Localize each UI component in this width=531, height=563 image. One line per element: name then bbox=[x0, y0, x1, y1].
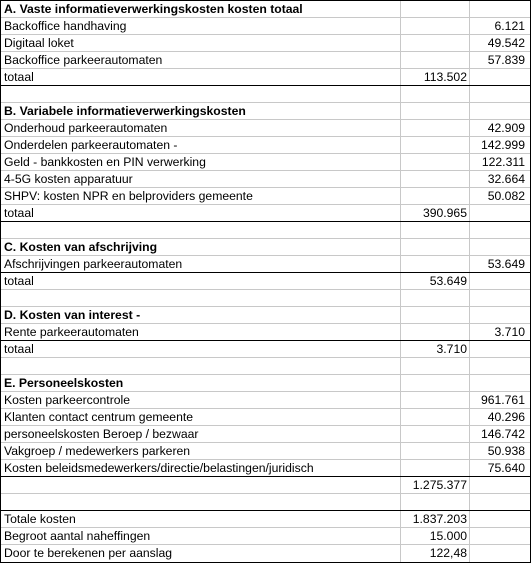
row-value: 122.311 bbox=[481, 155, 525, 169]
table-row[interactable] bbox=[1, 52, 530, 69]
row-value: 42.909 bbox=[487, 121, 525, 135]
row-value: 53.649 bbox=[487, 257, 525, 271]
section-b-header bbox=[1, 103, 530, 120]
total-label: totaal bbox=[4, 274, 34, 288]
summary-row-budgeted-count[interactable] bbox=[1, 528, 530, 545]
row-value: 75.640 bbox=[487, 461, 525, 475]
section-b-total-row[interactable] bbox=[1, 205, 530, 222]
section-total: 113.502 bbox=[423, 70, 467, 84]
section-c-header bbox=[1, 239, 530, 256]
summary-value: 1.837.203 bbox=[412, 512, 467, 526]
table-row[interactable] bbox=[1, 426, 530, 443]
empty-row bbox=[1, 494, 530, 511]
row-label: Kosten beleidsmedewerkers/directie/belastingen/juridisch bbox=[4, 461, 314, 475]
table-row[interactable] bbox=[1, 18, 530, 35]
row-value: 50.938 bbox=[487, 444, 525, 458]
section-e-total-row[interactable] bbox=[1, 477, 530, 494]
summary-label: Begroot aantal naheffingen bbox=[4, 529, 151, 543]
empty-row bbox=[1, 290, 530, 307]
row-value: 50.082 bbox=[487, 189, 525, 203]
row-value: 32.664 bbox=[487, 172, 525, 186]
table-row[interactable] bbox=[1, 443, 530, 460]
table-row[interactable] bbox=[1, 324, 530, 341]
section-title: C. Kosten van afschrijving bbox=[4, 240, 158, 254]
table-row[interactable] bbox=[1, 392, 530, 409]
row-label: Rente parkeerautomaten bbox=[4, 325, 139, 339]
section-total: 390.965 bbox=[422, 206, 467, 220]
table-row[interactable] bbox=[1, 120, 530, 137]
row-value: 142.999 bbox=[480, 138, 525, 152]
summary-label: Totale kosten bbox=[4, 512, 76, 526]
total-label: totaal bbox=[4, 206, 34, 220]
section-a-header bbox=[1, 1, 530, 18]
section-total: 53.649 bbox=[429, 274, 467, 288]
table-row[interactable] bbox=[1, 188, 530, 205]
table-row[interactable] bbox=[1, 256, 530, 273]
row-label: 4-5G kosten apparatuur bbox=[4, 172, 133, 186]
summary-value: 122,48 bbox=[429, 546, 467, 560]
row-value: 961.761 bbox=[480, 393, 525, 407]
summary-value: 15.000 bbox=[429, 529, 467, 543]
summary-row-per-assessment[interactable] bbox=[1, 545, 530, 562]
section-title: A. Vaste informatieverwerkingskosten kosten totaal bbox=[4, 2, 303, 16]
row-value: 3.710 bbox=[494, 325, 525, 339]
row-value: 49.542 bbox=[487, 36, 525, 50]
empty-row bbox=[1, 86, 530, 103]
row-label: Klanten contact centrum gemeente bbox=[4, 410, 194, 424]
section-title: B. Variabele informatieverwerkingskosten bbox=[4, 104, 246, 118]
row-value: 57.839 bbox=[487, 53, 525, 67]
row-label: Digitaal loket bbox=[4, 36, 74, 50]
row-value: 40.296 bbox=[487, 410, 525, 424]
row-label: Onderhoud parkeerautomaten bbox=[4, 121, 168, 135]
row-label: Afschrijvingen parkeerautomaten bbox=[4, 257, 183, 271]
section-total: 3.710 bbox=[436, 342, 467, 356]
row-label: SHPV: kosten NPR en belproviders gemeente bbox=[4, 189, 253, 203]
section-total: 1.275.377 bbox=[412, 478, 467, 492]
section-d-total-row[interactable] bbox=[1, 341, 530, 358]
table-row[interactable] bbox=[1, 137, 530, 154]
section-title: D. Kosten van interest - bbox=[4, 308, 141, 322]
summary-label: Door te berekenen per aanslag bbox=[4, 546, 173, 560]
row-label: Backoffice parkeerautomaten bbox=[4, 53, 163, 67]
section-a-total-row[interactable] bbox=[1, 69, 530, 86]
summary-row-total-costs[interactable] bbox=[1, 511, 530, 528]
table-row[interactable] bbox=[1, 409, 530, 426]
row-label: Onderdelen parkeerautomaten - bbox=[4, 138, 178, 152]
total-label: totaal bbox=[4, 70, 34, 84]
total-label: totaal bbox=[4, 342, 34, 356]
table-row[interactable] bbox=[1, 35, 530, 52]
empty-row bbox=[1, 358, 530, 375]
row-label: Backoffice handhaving bbox=[4, 19, 127, 33]
table-row[interactable] bbox=[1, 154, 530, 171]
empty-row bbox=[1, 222, 530, 239]
section-d-header bbox=[1, 307, 530, 324]
row-label: personeelskosten Beroep / bezwaar bbox=[4, 427, 199, 441]
row-value: 6.121 bbox=[494, 19, 525, 33]
section-e-header bbox=[1, 375, 530, 392]
row-label: Vakgroep / medewerkers parkeren bbox=[4, 444, 191, 458]
section-c-total-row[interactable] bbox=[1, 273, 530, 290]
row-label: Kosten parkeercontrole bbox=[4, 393, 131, 407]
table-row[interactable] bbox=[1, 171, 530, 188]
row-value: 146.742 bbox=[480, 427, 525, 441]
table-row[interactable] bbox=[1, 460, 530, 477]
row-label: Geld - bankkosten en PIN verwerking bbox=[4, 155, 206, 169]
section-title: E. Personeelskosten bbox=[4, 376, 124, 390]
